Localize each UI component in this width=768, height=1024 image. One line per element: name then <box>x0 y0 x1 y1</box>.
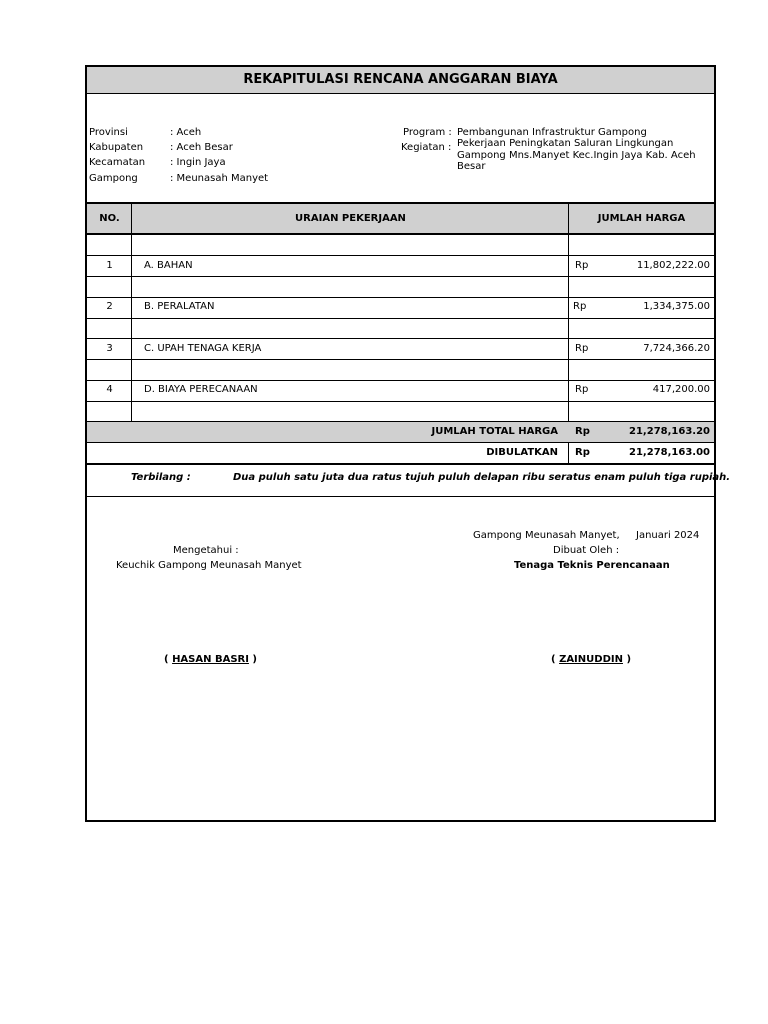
grid-hline <box>87 359 714 360</box>
signer-left-name: HASAN BASRI <box>172 654 249 665</box>
value-gampong: : Meunasah Manyet <box>170 173 269 184</box>
rounded-label: DIBULATKAN <box>486 447 558 458</box>
col-header-amount: JUMLAH HARGA <box>597 213 686 224</box>
row-currency: Rp <box>573 301 587 312</box>
label-kecamatan: Kecamatan <box>89 157 146 168</box>
value-kabupaten: : Aceh Besar <box>170 142 233 153</box>
sign-left-name <box>164 654 257 665</box>
row-amount: 1,334,375.00 <box>643 301 710 312</box>
row-no: 2 <box>106 301 113 312</box>
sign-right-date: Januari 2024 <box>636 530 700 541</box>
grid-hline <box>87 401 714 402</box>
grid-hline <box>87 496 714 497</box>
table-row <box>87 256 714 276</box>
sign-right-line1: Dibuat Oleh : <box>553 545 620 556</box>
row-amount: 11,802,222.00 <box>636 260 710 271</box>
value-provinsi: : Aceh <box>170 127 202 138</box>
table-row <box>87 339 714 359</box>
program-label: Program : <box>403 127 452 138</box>
sign-right-name <box>551 654 631 665</box>
row-desc: A. BAHAN <box>144 260 193 271</box>
sign-left-line1: Mengetahui : <box>173 545 239 556</box>
grid-hline <box>87 318 714 319</box>
bracket-open: ( <box>551 654 560 665</box>
kegiatan-label: Kegiatan : <box>401 142 452 153</box>
table-row <box>87 380 714 400</box>
total-amount: 21,278,163.20 <box>629 426 710 437</box>
bracket-close: ) <box>622 654 632 665</box>
rab-document <box>85 65 731 822</box>
terbilang-text: Dua puluh satu juta dua ratus tujuh puluh delapan ribu seratus enam puluh tiga rupiah. <box>233 472 731 483</box>
table-row <box>87 297 714 317</box>
row-no: 1 <box>106 260 113 271</box>
label-kabupaten: Kabupaten <box>89 142 144 153</box>
sign-right-place: Gampong Meunasah Manyet, <box>473 530 620 541</box>
value-kecamatan: : Ingin Jaya <box>170 157 226 168</box>
row-no: 3 <box>106 343 113 354</box>
row-no: 4 <box>106 384 113 395</box>
terbilang-label: Terbilang : <box>131 472 191 483</box>
document-title: REKAPITULASI RENCANA ANGGARAN BIAYA <box>87 67 714 94</box>
total-row <box>87 422 714 442</box>
signer-right-name: ZAINUDDIN <box>559 654 623 665</box>
label-provinsi: Provinsi <box>89 127 128 138</box>
kegiatan-line1: Pekerjaan Peningkatan Saluran Lingkungan <box>457 138 674 149</box>
sign-right-line2: Tenaga Teknis Perencanaan <box>514 560 670 571</box>
label-gampong: Gampong <box>89 173 138 184</box>
col-header-no: NO. <box>99 213 120 224</box>
table-header <box>87 202 714 235</box>
kegiatan-line3: Besar <box>457 161 486 172</box>
kegiatan-line2: Gampong Mns.Manyet Kec.Ingin Jaya Kab. Aceh <box>457 150 696 161</box>
bracket-open: ( <box>164 654 173 665</box>
row-currency: Rp <box>575 260 589 271</box>
rounded-amount: 21,278,163.00 <box>629 447 710 458</box>
total-label: JUMLAH TOTAL HARGA <box>431 426 558 437</box>
sign-left-line2: Keuchik Gampong Meunasah Manyet <box>116 560 302 571</box>
bracket-close: ) <box>248 654 258 665</box>
row-currency: Rp <box>575 343 589 354</box>
row-desc: B. PERALATAN <box>144 301 215 312</box>
info-left <box>89 125 389 185</box>
row-desc: D. BIAYA PERECANAAN <box>144 384 258 395</box>
program-value: Pembangunan Infrastruktur Gampong <box>457 127 647 138</box>
row-currency: Rp <box>575 384 589 395</box>
total-currency: Rp <box>575 426 590 437</box>
grid-hline <box>87 276 714 277</box>
row-amount: 417,200.00 <box>652 384 710 395</box>
col-header-desc: URAIAN PEKERJAAN <box>295 213 406 224</box>
rounded-row <box>87 443 714 463</box>
rounded-currency: Rp <box>575 447 590 458</box>
row-amount: 7,724,366.20 <box>643 343 710 354</box>
grid-hline <box>87 463 714 465</box>
info-right <box>387 125 707 185</box>
row-desc: C. UPAH TENAGA KERJA <box>144 343 262 354</box>
